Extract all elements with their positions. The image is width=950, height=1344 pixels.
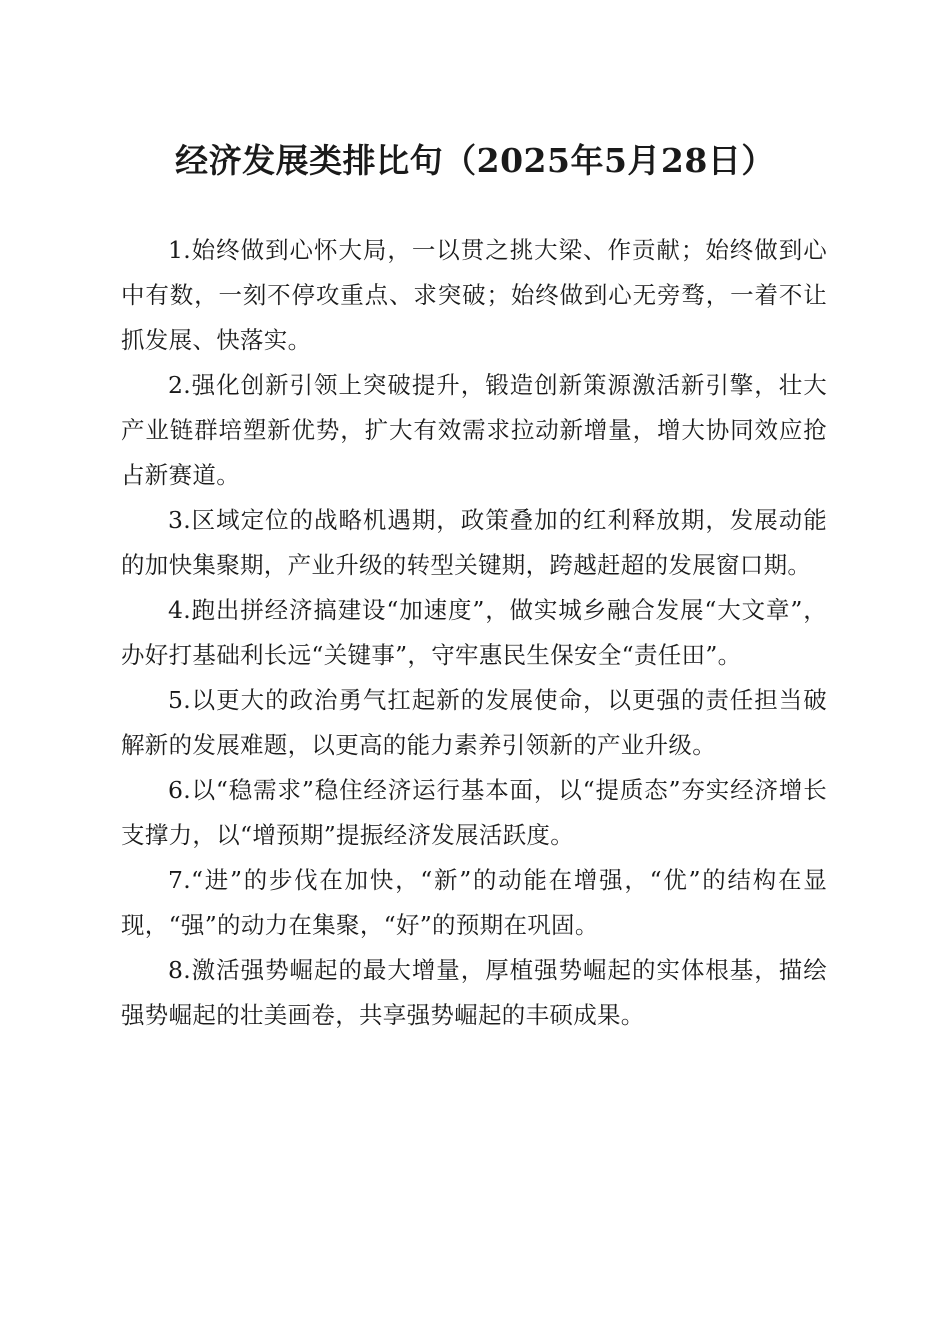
paragraph-2: 2.强化创新引领上突破提升，锻造创新策源激活新引擎，壮大产业链群培塑新优势，扩大有效需求拉动新增量，增大协同效应抢占新赛道。: [121, 371, 827, 489]
paragraph-6: 6.以“稳需求”稳住经济运行基本面，以“提质态”夯实经济增长支撑力，以“增预期”提振经济发展活跃度。: [121, 776, 827, 849]
document-title: 经济发展类排比句（2025年5月28日）: [175, 141, 775, 180]
paragraph-8: 8.激活强势崛起的最大增量，厚植强势崛起的实体根基，描绘强势崛起的壮美画卷，共享强势崛起的丰硕成果。: [121, 956, 827, 1029]
paragraph-5: 5.以更大的政治勇气扛起新的发展使命，以更强的责任担当破解新的发展难题，以更高的能力素养引领新的产业升级。: [121, 686, 827, 759]
paragraph-7: 7.“进”的步伐在加快，“新”的动能在增强，“优”的结构在显现，“强”的动力在集聚，“好”的预期在巩固。: [121, 866, 827, 939]
paragraph-4: 4.跑出拼经济搞建设“加速度”，做实城乡融合发展“大文章”，办好打基础利长远“关键事”，守牢惠民生保安全“责任田”。: [121, 596, 827, 669]
paragraph-3: 3.区域定位的战略机遇期，政策叠加的红利释放期，发展动能的加快集聚期，产业升级的转型关键期，跨越赶超的发展窗口期。: [121, 506, 827, 579]
document-body: [121, 228, 827, 1038]
paragraph-1: 1.始终做到心怀大局，一以贯之挑大梁、作贡献；始终做到心中有数，一刻不停攻重点、求突破；始终做到心无旁骛，一着不让抓发展、快落实。: [121, 236, 827, 354]
